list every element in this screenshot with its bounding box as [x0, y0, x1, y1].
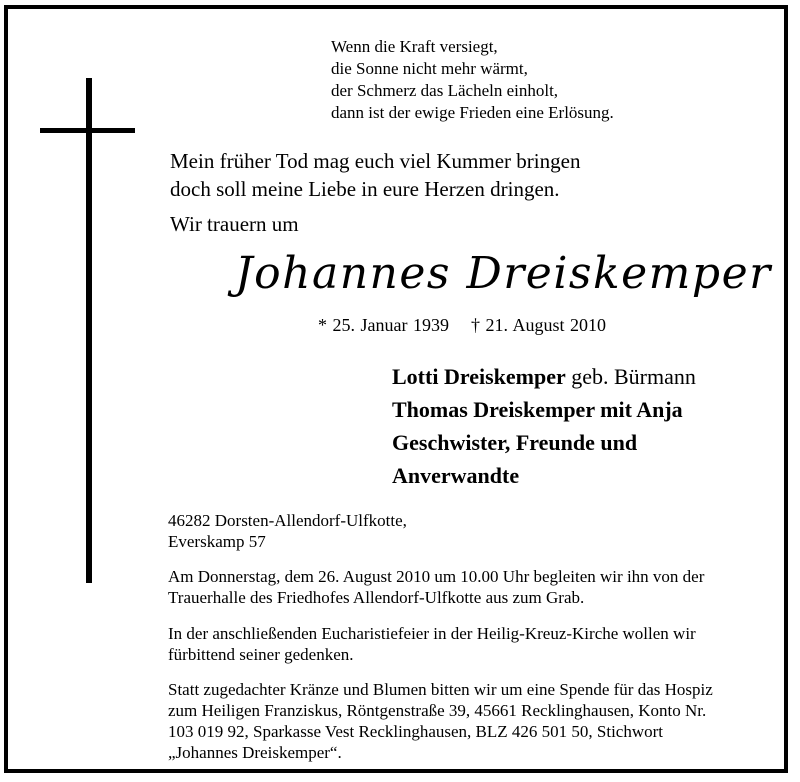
family-signatures — [392, 360, 696, 492]
paragraph-line: zum Heiligen Franziskus, Röntgenstraße 39, 45661 Recklinghausen, Konto Nr. — [168, 701, 707, 720]
family-line-3: Geschwister, Freunde und — [392, 430, 638, 455]
poem-line: Wenn die Kraft versiegt, — [331, 37, 498, 56]
poem-line: dann ist der ewige Frieden eine Erlösung. — [331, 103, 614, 122]
funeral-paragraph — [168, 566, 704, 608]
deceased-name: Johannes Dreiskemper — [235, 248, 772, 299]
family-line-4: Anverwandte — [392, 463, 520, 488]
paragraph-line: Statt zugedachter Kränze und Blumen bitten wir um eine Spende für das Hospiz — [168, 680, 713, 699]
paragraph-line: Trauerhalle des Friedhofes Allendorf-Ulfkotte aus zum Grab. — [168, 588, 585, 607]
family-line-1 — [392, 360, 696, 393]
paragraph-line: Am Donnerstag, dem 26. August 2010 um 10.00 Uhr begleiten wir ihn von der — [168, 567, 705, 586]
mass-paragraph — [168, 623, 696, 665]
birth-date: * 25. Januar 1939 — [318, 315, 449, 335]
family-line-2: Thomas Dreiskemper mit Anja — [392, 397, 683, 422]
maiden-name: geb. Bürmann — [571, 364, 696, 389]
paragraph-line: fürbittend seiner gedenken. — [168, 645, 354, 664]
address-line: Everskamp 57 — [168, 532, 266, 551]
death-date: † 21. August 2010 — [470, 315, 606, 335]
mourning-line: Wir trauern um — [170, 212, 299, 236]
couplet — [170, 147, 580, 203]
widow-name: Lotti Dreiskemper — [392, 364, 566, 389]
paragraph-line: In der anschließenden Eucharistiefeier in der Heilig-Kreuz-Kirche wollen wir — [168, 624, 696, 643]
couplet-line: Mein früher Tod mag euch viel Kummer bringen — [170, 149, 581, 173]
cross-horizontal-bar — [40, 128, 135, 133]
poem-line: die Sonne nicht mehr wärmt, — [331, 59, 528, 78]
life-dates — [318, 315, 606, 336]
cross-vertical-bar — [86, 78, 92, 583]
address — [168, 510, 407, 552]
donation-paragraph — [168, 679, 713, 763]
poem-line: der Schmerz das Lächeln einholt, — [331, 81, 559, 100]
paragraph-line: 103 019 92, Sparkasse Vest Recklinghausen, BLZ 426 501 50, Stichwort — [168, 722, 664, 741]
address-line: 46282 Dorsten-Allendorf-Ulfkotte, — [168, 511, 407, 530]
poem — [331, 36, 614, 124]
paragraph-line: „Johannes Dreiskemper“. — [168, 743, 342, 762]
couplet-line: doch soll meine Liebe in eure Herzen dringen. — [170, 177, 560, 201]
